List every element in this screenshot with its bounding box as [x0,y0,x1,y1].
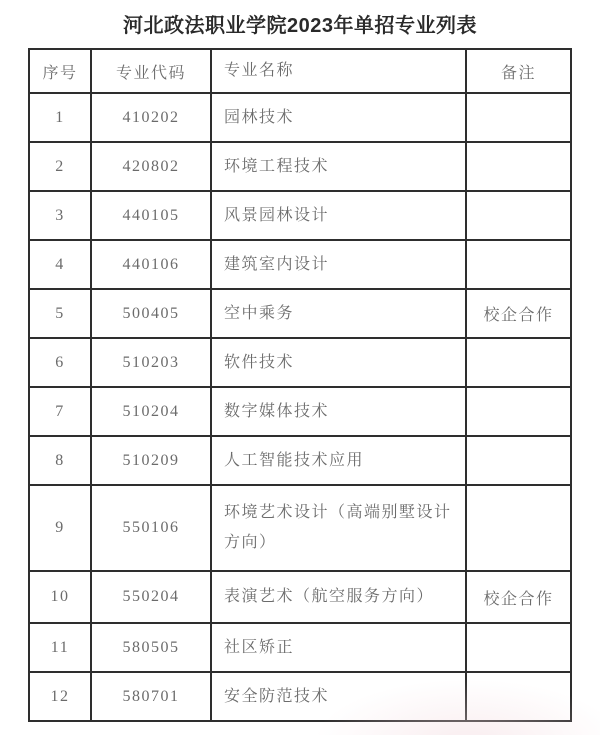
cell-note [466,191,571,240]
cell-code: 410202 [91,93,211,142]
table-row [29,93,571,142]
cell-name: 表演艺术（航空服务方向） [211,571,466,623]
cell-name: 软件技术 [211,338,466,387]
cell-no: 1 [29,93,91,142]
cell-code: 510203 [91,338,211,387]
cell-no: 9 [29,485,91,571]
cell-code: 580701 [91,672,211,721]
cell-code: 440106 [91,240,211,289]
cell-code: 500405 [91,289,211,338]
cell-no: 10 [29,571,91,623]
cell-no: 5 [29,289,91,338]
header-no: 序号 [29,49,91,93]
cell-code: 420802 [91,142,211,191]
cell-name: 风景园林设计 [211,191,466,240]
cell-no: 11 [29,623,91,672]
cell-note [466,672,571,721]
cell-note [466,142,571,191]
table-row [29,240,571,289]
cell-name: 空中乘务 [211,289,466,338]
table-row [29,485,571,571]
cell-name: 社区矫正 [211,623,466,672]
cell-name: 人工智能技术应用 [211,436,466,485]
table-row [29,191,571,240]
cell-note [466,240,571,289]
cell-note [466,485,571,571]
table-row [29,142,571,191]
cell-note: 校企合作 [466,289,571,338]
table-row [29,289,571,338]
cell-no: 3 [29,191,91,240]
header-note: 备注 [466,49,571,93]
cell-note [466,436,571,485]
majors-table [28,48,572,722]
cell-code: 550204 [91,571,211,623]
table-row [29,672,571,721]
table-row [29,571,571,623]
cell-no: 4 [29,240,91,289]
cell-code: 510204 [91,387,211,436]
page-title: 河北政法职业学院2023年单招专业列表 [123,15,477,37]
header-code: 专业代码 [91,49,211,93]
cell-name: 园林技术 [211,93,466,142]
cell-no: 8 [29,436,91,485]
cell-name: 环境艺术设计（高端别墅设计方向） [211,485,466,571]
cell-code: 510209 [91,436,211,485]
table-row [29,436,571,485]
cell-note: 校企合作 [466,571,571,623]
cell-name: 安全防范技术 [211,672,466,721]
cell-code: 550106 [91,485,211,571]
cell-code: 440105 [91,191,211,240]
cell-name: 数字媒体技术 [211,387,466,436]
cell-name: 环境工程技术 [211,142,466,191]
header-row [29,49,571,93]
cell-name: 建筑室内设计 [211,240,466,289]
table-row [29,623,571,672]
cell-note [466,93,571,142]
cell-no: 6 [29,338,91,387]
cell-note [466,338,571,387]
cell-note [466,387,571,436]
cell-no: 12 [29,672,91,721]
cell-note [466,623,571,672]
cell-no: 7 [29,387,91,436]
header-name: 专业名称 [211,49,466,93]
cell-code: 580505 [91,623,211,672]
cell-no: 2 [29,142,91,191]
table-row [29,338,571,387]
table-row [29,387,571,436]
